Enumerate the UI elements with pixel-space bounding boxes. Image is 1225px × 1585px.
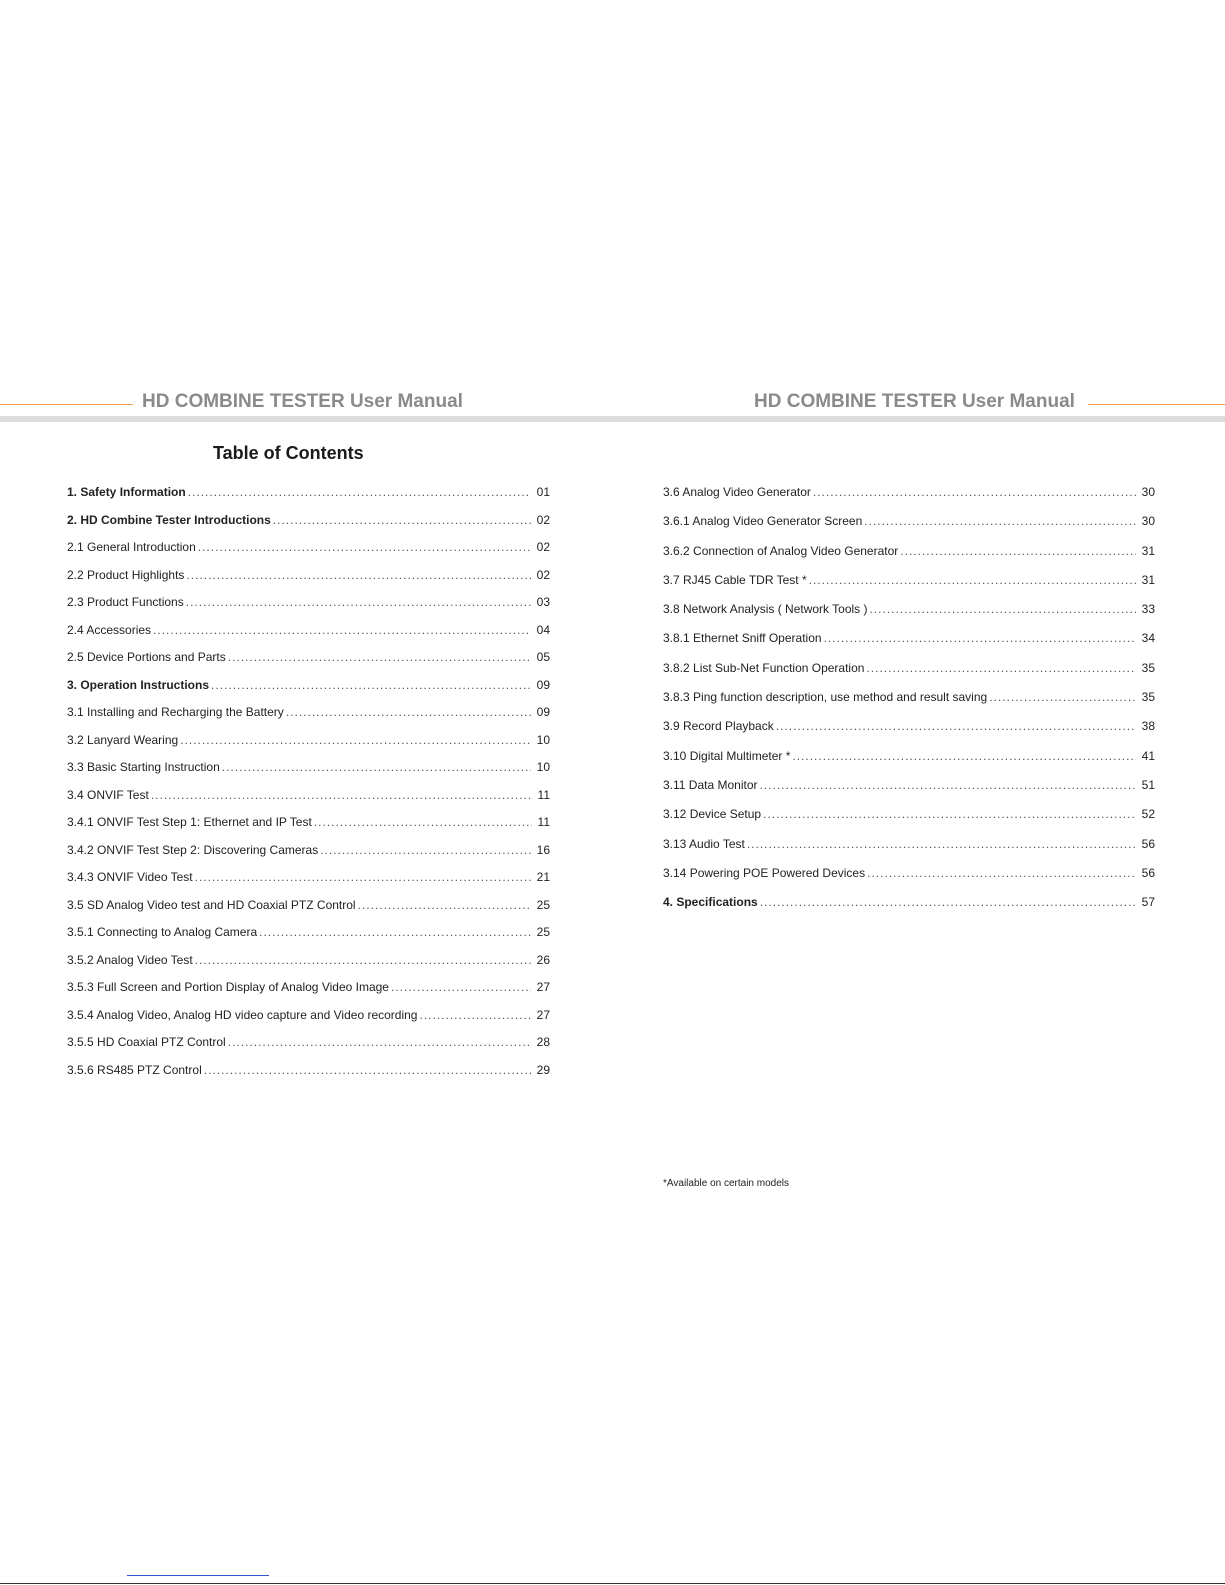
toc-dot-leader	[222, 759, 531, 775]
toc-dot-leader	[314, 814, 532, 830]
toc-dot-leader	[809, 572, 1136, 588]
toc-entry-page: 33	[1141, 602, 1155, 617]
toc-entry-label: 3.7 RJ45 Cable TDR Test *	[663, 572, 807, 587]
toc-entry[interactable]	[67, 1062, 550, 1090]
toc-entry-label: 3.5.6 RS485 PTZ Control	[67, 1062, 202, 1077]
toc-entry-label: 3.6.1 Analog Video Generator Screen	[663, 514, 863, 529]
toc-dot-leader	[153, 622, 531, 638]
toc-entry-page: 10	[536, 732, 550, 747]
toc-entry-page: 51	[1141, 777, 1155, 792]
toc-dot-leader	[273, 512, 531, 528]
toc-entry[interactable]	[663, 601, 1155, 630]
toc-entry-page: 16	[536, 842, 550, 857]
toc-entry[interactable]	[663, 689, 1155, 718]
toc-entry[interactable]	[67, 622, 550, 650]
header-rule-right	[1088, 404, 1225, 405]
toc-entry[interactable]	[663, 572, 1155, 601]
toc-entry-label: 2.3 Product Functions	[67, 595, 184, 609]
toc-dot-leader	[186, 567, 530, 583]
toc-entry[interactable]	[67, 732, 550, 760]
toc-entry[interactable]	[67, 649, 550, 677]
toc-entry-label: 3.4.3 ONVIF Video Test	[67, 870, 193, 884]
bottom-page-rule	[0, 1583, 1225, 1584]
toc-entry-label: 4. Specifications	[663, 895, 758, 910]
toc-dot-leader	[747, 836, 1136, 852]
toc-dot-leader	[776, 718, 1136, 734]
toc-entry[interactable]	[67, 1007, 550, 1035]
header-divider-band	[0, 416, 1225, 422]
toc-entry-label: 3.10 Digital Multimeter *	[663, 748, 791, 763]
toc-entry-label: 2.1 General Introduction	[67, 540, 196, 554]
toc-entry[interactable]	[663, 543, 1155, 572]
toc-dot-leader	[989, 689, 1135, 705]
toc-dot-leader	[866, 660, 1135, 676]
toc-dot-leader	[792, 748, 1135, 764]
toc-entry-page: 35	[1141, 690, 1155, 705]
toc-dot-leader	[188, 484, 531, 500]
toc-entry-label: 2. HD Combine Tester Introductions	[67, 512, 271, 527]
toc-entry[interactable]	[67, 1034, 550, 1062]
toc-entry-page: 11	[537, 815, 550, 829]
toc-entry-label: 3.12 Device Setup	[663, 807, 762, 822]
header-title-right: HD COMBINE TESTER User Manual	[754, 391, 1075, 412]
toc-entry-label: 3.8 Network Analysis ( Network Tools )	[663, 602, 868, 617]
toc-entry-label: 2.5 Device Portions and Parts	[67, 650, 226, 664]
toc-entry[interactable]	[663, 777, 1155, 806]
toc-entry-page: 30	[1141, 485, 1155, 499]
toc-dot-leader	[195, 952, 531, 968]
toc-dot-leader	[391, 979, 531, 995]
toc-entry-page: 34	[1141, 631, 1155, 646]
toc-list-right	[663, 484, 1155, 923]
toc-entry[interactable]	[663, 660, 1155, 689]
toc-entry-label: 2.4 Accessories	[67, 622, 152, 637]
toc-entry-page: 56	[1141, 836, 1155, 851]
toc-entry[interactable]	[67, 594, 550, 622]
toc-entry[interactable]	[663, 806, 1155, 835]
toc-entry-label: 2.2 Product Highlights	[67, 567, 185, 582]
toc-entry[interactable]	[67, 484, 550, 512]
toc-entry-page: 26	[536, 952, 550, 967]
toc-entry-page: 41	[1141, 748, 1155, 763]
toc-entry-label: 3.6.2 Connection of Analog Video Generator	[663, 543, 899, 558]
toc-entry-label: 3.3 Basic Starting Instruction	[67, 760, 220, 774]
toc-entry-label: 3.5.2 Analog Video Test	[67, 952, 193, 967]
toc-entry-label: 3.14 Powering POE Powered Devices	[663, 865, 866, 880]
toc-entry-page: 03	[536, 595, 550, 609]
toc-entry-page: 25	[536, 925, 550, 939]
toc-entry-label: 3.6 Analog Video Generator	[663, 485, 811, 499]
toc-entry[interactable]	[67, 897, 550, 925]
toc-dot-leader	[195, 869, 531, 885]
toc-entry-page: 27	[536, 1007, 550, 1022]
footnote: *Available on certain models	[663, 1178, 790, 1189]
bottom-link-underline	[127, 1575, 269, 1576]
toc-entry[interactable]	[67, 924, 550, 952]
toc-entry[interactable]	[663, 865, 1155, 894]
toc-entry[interactable]	[663, 836, 1155, 865]
toc-entry[interactable]	[67, 704, 550, 732]
toc-entry-page: 05	[536, 650, 550, 664]
toc-dot-leader	[198, 539, 531, 555]
toc-dot-leader	[763, 806, 1136, 822]
toc-dot-leader	[286, 704, 531, 720]
toc-entry-label: 3.11 Data Monitor	[663, 777, 758, 792]
toc-entry-page: 09	[536, 705, 550, 719]
toc-dot-leader	[870, 601, 1136, 617]
toc-dot-leader	[419, 1007, 530, 1023]
toc-dot-leader	[180, 732, 530, 748]
toc-entry-page: 01	[536, 485, 550, 499]
toc-entry-page: 57	[1141, 895, 1155, 910]
toc-entry[interactable]	[663, 630, 1155, 659]
toc-dot-leader	[228, 1034, 531, 1050]
toc-entry[interactable]	[67, 814, 550, 842]
toc-entry-label: 3.8.3 Ping function description, use method and result saving	[663, 690, 988, 705]
toc-entry-page: 25	[536, 897, 550, 912]
toc-entry-page: 30	[1141, 514, 1155, 529]
toc-entry-page: 52	[1141, 807, 1155, 822]
toc-entry-page: 10	[536, 760, 550, 774]
toc-dot-leader	[813, 484, 1136, 500]
toc-entry-page: 09	[536, 677, 550, 692]
toc-entry[interactable]	[67, 759, 550, 787]
toc-entry-page: 38	[1141, 719, 1155, 734]
toc-entry[interactable]	[67, 567, 550, 595]
toc-entry-label: 3.5 SD Analog Video test and HD Coaxial PTZ Control	[67, 897, 356, 912]
toc-dot-leader	[867, 865, 1136, 881]
toc-entry-page: 02	[536, 567, 550, 582]
header-rule-left	[0, 404, 133, 405]
toc-dot-leader	[186, 594, 531, 610]
toc-entry-label: 3.13 Audio Test	[663, 836, 745, 851]
toc-dot-leader	[228, 649, 531, 665]
toc-entry-page: 27	[536, 980, 550, 994]
toc-entry[interactable]	[67, 869, 550, 897]
toc-entry-label: 3.8.1 Ethernet Sniff Operation	[663, 631, 822, 646]
toc-entry-page: 02	[536, 540, 550, 554]
toc-entry[interactable]	[67, 512, 550, 540]
toc-entry-label: 3.4 ONVIF Test	[67, 787, 149, 802]
toc-entry[interactable]	[663, 484, 1155, 513]
toc-entry-label: 3.4.2 ONVIF Test Step 2: Discovering Cameras	[67, 842, 319, 857]
toc-dot-leader	[900, 543, 1135, 559]
toc-entry-page: 28	[536, 1035, 550, 1049]
toc-dot-leader	[151, 787, 532, 803]
toc-entry-label: 3.5.4 Analog Video, Analog HD video capture and Video recording	[67, 1007, 418, 1022]
toc-entry[interactable]	[67, 539, 550, 567]
toc-entry-label: 3.2 Lanyard Wearing	[67, 732, 179, 747]
toc-entry-label: 3.5.3 Full Screen and Portion Display of Analog Video Image	[67, 980, 389, 994]
toc-entry-label: 3. Operation Instructions	[67, 677, 210, 692]
toc-entry[interactable]	[663, 748, 1155, 777]
toc-entry-page: 21	[536, 870, 550, 884]
toc-entry-label: 3.9 Record Playback	[663, 719, 774, 734]
toc-entry-label: 3.8.2 List Sub-Net Function Operation	[663, 660, 865, 675]
toc-entry[interactable]	[67, 677, 550, 705]
toc-dot-leader	[358, 897, 531, 913]
toc-entry[interactable]	[663, 718, 1155, 747]
toc-entry-page: 31	[1141, 572, 1155, 587]
toc-entry-page: 56	[1141, 865, 1155, 880]
toc-dot-leader	[760, 894, 1136, 910]
toc-title: Table of Contents	[213, 443, 364, 463]
toc-dot-leader	[760, 777, 1136, 793]
toc-entry-label: 3.1 Installing and Recharging the Battery	[67, 705, 284, 719]
header-title-left: HD COMBINE TESTER User Manual	[142, 391, 463, 412]
toc-list-left	[67, 484, 550, 1089]
toc-entry[interactable]	[67, 787, 550, 815]
toc-entry-page: 29	[536, 1062, 550, 1077]
toc-entry[interactable]	[67, 979, 550, 1007]
toc-dot-leader	[211, 677, 531, 693]
toc-entry-label: 1. Safety Information	[67, 485, 186, 499]
toc-entry-page: 11	[537, 787, 550, 802]
toc-entry-label: 3.5.5 HD Coaxial PTZ Control	[67, 1035, 226, 1049]
toc-dot-leader	[204, 1062, 531, 1078]
toc-entry[interactable]	[67, 842, 550, 870]
toc-dot-leader	[320, 842, 530, 858]
toc-dot-leader	[259, 924, 531, 940]
toc-dot-leader	[824, 630, 1136, 646]
toc-entry-page: 31	[1141, 543, 1155, 558]
toc-entry-page: 04	[536, 622, 550, 637]
toc-entry-label: 3.5.1 Connecting to Analog Camera	[67, 925, 258, 939]
toc-entry-page: 02	[536, 512, 550, 527]
toc-dot-leader	[864, 513, 1135, 529]
toc-entry[interactable]	[663, 513, 1155, 542]
toc-entry-label: 3.4.1 ONVIF Test Step 1: Ethernet and IP Test	[67, 815, 312, 829]
toc-entry-page: 35	[1141, 660, 1155, 675]
toc-entry[interactable]	[663, 894, 1155, 923]
toc-entry[interactable]	[67, 952, 550, 980]
